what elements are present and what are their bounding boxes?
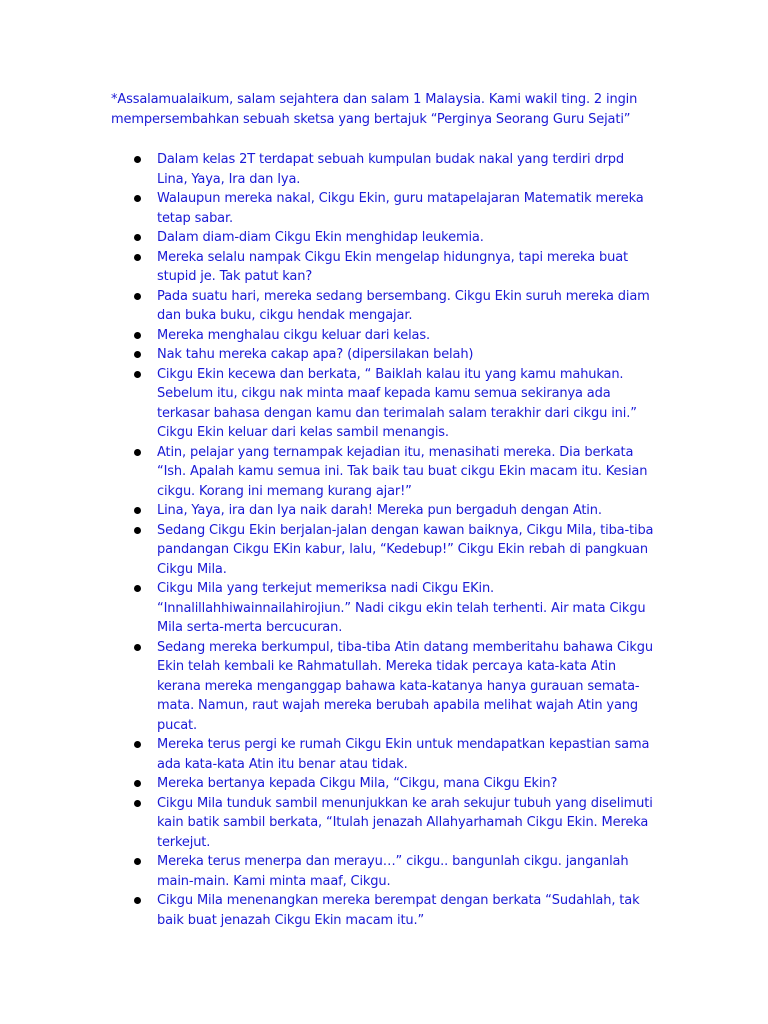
list-item bbox=[0, 365, 657, 443]
list-item bbox=[0, 735, 657, 774]
list-item bbox=[0, 345, 657, 365]
bullet-dot bbox=[134, 293, 141, 300]
list-item-text: Sedang Cikgu Ekin berjalan-jalan dengan kawan baiknya, Cikgu Mila, tiba-tiba pandangan Cikgu EKin kabur, lalu, “Kedebup!” Cikgu Ekin rebah di pangkuan Cikgu Mila. bbox=[157, 522, 654, 577]
list-item bbox=[0, 638, 657, 736]
list-item-text: Cikgu Mila tunduk sambil menunjukkan ke arah sekujur tubuh yang diselimuti kain batik sambil berkata, “Itulah jenazah Allahyarhamah Cikgu Ekin. Mereka terkejut. bbox=[157, 795, 653, 850]
list-item-text: Sedang mereka berkumpul, tiba-tiba Atin datang memberitahu bahawa Cikgu Ekin telah kembali ke Rahmatullah. Mereka tidak percaya kata-kata Atin kerana mereka menganggap bahawa kata-katanya hanya gurauan semata-mata. Namun, raut wajah mereka berubah apabila melihat wajah Atin yang pucat. bbox=[157, 639, 653, 733]
list-item-text: Pada suatu hari, mereka sedang bersembang. Cikgu Ekin suruh mereka diam dan buka buku, cikgu hendak mengajar. bbox=[157, 288, 650, 323]
list-item bbox=[0, 150, 657, 189]
list-item bbox=[0, 501, 657, 521]
list-item-text: Dalam diam-diam Cikgu Ekin menghidap leukemia. bbox=[157, 230, 484, 245]
list-item bbox=[0, 189, 657, 228]
list-item-text: Nak tahu mereka cakap apa? (dipersilakan belah) bbox=[157, 347, 474, 362]
intro-paragraph: *Assalamualaikum, salam sejahtera dan salam 1 Malaysia. Kami wakil ting. 2 ingin mempersembahkan sebuah sketsa yang bertajuk “Perginya Seorang Guru Sejati” bbox=[111, 92, 638, 127]
list-item bbox=[0, 891, 657, 930]
list-item bbox=[0, 228, 657, 248]
list-item bbox=[0, 521, 657, 580]
list-item-text: Cikgu Mila yang terkejut memeriksa nadi Cikgu EKin. “Innalillahhiwainnailahirojiun.” Nadi cikgu ekin telah terhenti. Air mata Cikgu Mila serta-merta bercucuran. bbox=[157, 581, 646, 635]
list-item bbox=[0, 774, 657, 794]
bullet-dot bbox=[134, 234, 141, 241]
bullet-dot bbox=[134, 527, 141, 534]
bullet-dot bbox=[134, 644, 141, 651]
list-item bbox=[0, 443, 657, 502]
bullet-dot bbox=[134, 371, 141, 378]
list-item bbox=[0, 794, 657, 853]
list-item-text: Lina, Yaya, ira dan Iya naik darah! Mereka pun bergaduh dengan Atin. bbox=[157, 503, 602, 518]
bullet-dot bbox=[134, 254, 141, 261]
bullet-list bbox=[0, 150, 768, 930]
list-item-text: Atin, pelajar yang ternampak kejadian itu, menasihati mereka. Dia berkata “Ish. Apalah kamu semua ini. Tak baik tau buat cikgu Ekin macam itu. Kesian cikgu. Korang ini memang kurang ajar!” bbox=[157, 444, 648, 499]
list-item bbox=[0, 579, 657, 638]
bullet-dot bbox=[134, 156, 141, 163]
list-item-text: Mereka terus pergi ke rumah Cikgu Ekin untuk mendapatkan kepastian sama ada kata-kata Atin itu benar atau tidak. bbox=[157, 737, 650, 772]
list-item-text: Walaupun mereka nakal, Cikgu Ekin, guru matapelajaran Matematik mereka tetap sabar. bbox=[157, 191, 644, 226]
list-item-text: Cikgu Ekin kecewa dan berkata, “ Baiklah kalau itu yang kamu mahukan. Sebelum itu, cikgu nak minta maaf kepada kamu semua sekiranya ada terkasar bahasa dengan kamu dan terimalah salam terakhir dari cikgu ini.” Cikgu Ekin keluar dari kelas sambil menangis. bbox=[157, 366, 637, 440]
list-item-text: Mereka terus menerpa dan merayu…” cikgu.. bangunlah cikgu. janganlah main-main. Kami minta maaf, Cikgu. bbox=[157, 854, 629, 889]
list-item bbox=[0, 852, 657, 891]
list-item-text: Mereka menghalau cikgu keluar dari kelas. bbox=[157, 327, 430, 343]
bullet-dot bbox=[134, 585, 141, 592]
bullet-dot bbox=[134, 897, 141, 904]
bullet-dot bbox=[134, 449, 141, 456]
list-item-text: Dalam kelas 2T terdapat sebuah kumpulan budak nakal yang terdiri drpd Lina, Yaya, Ira dan Iya. bbox=[157, 152, 624, 187]
list-item-text: Mereka selalu nampak Cikgu Ekin mengelap hidungnya, tapi mereka buat stupid je. Tak patut kan? bbox=[157, 249, 628, 284]
bullet-dot bbox=[134, 780, 141, 787]
list-item bbox=[0, 287, 657, 326]
list-item-text: Cikgu Mila menenangkan mereka berempat dengan berkata “Sudahlah, tak baik buat jenazah Cikgu Ekin macam itu.” bbox=[157, 893, 640, 928]
bullet-dot bbox=[134, 351, 141, 358]
bullet-dot bbox=[134, 507, 141, 514]
list-item-text: Mereka bertanya kepada Cikgu Mila, “Cikgu, mana Cikgu Ekin? bbox=[157, 776, 558, 791]
bullet-dot bbox=[134, 195, 141, 202]
bullet-dot bbox=[134, 741, 141, 748]
list-item bbox=[0, 248, 657, 287]
list-item bbox=[0, 326, 657, 346]
bullet-dot bbox=[134, 800, 141, 807]
bullet-dot bbox=[134, 858, 141, 865]
bullet-dot bbox=[134, 332, 141, 339]
